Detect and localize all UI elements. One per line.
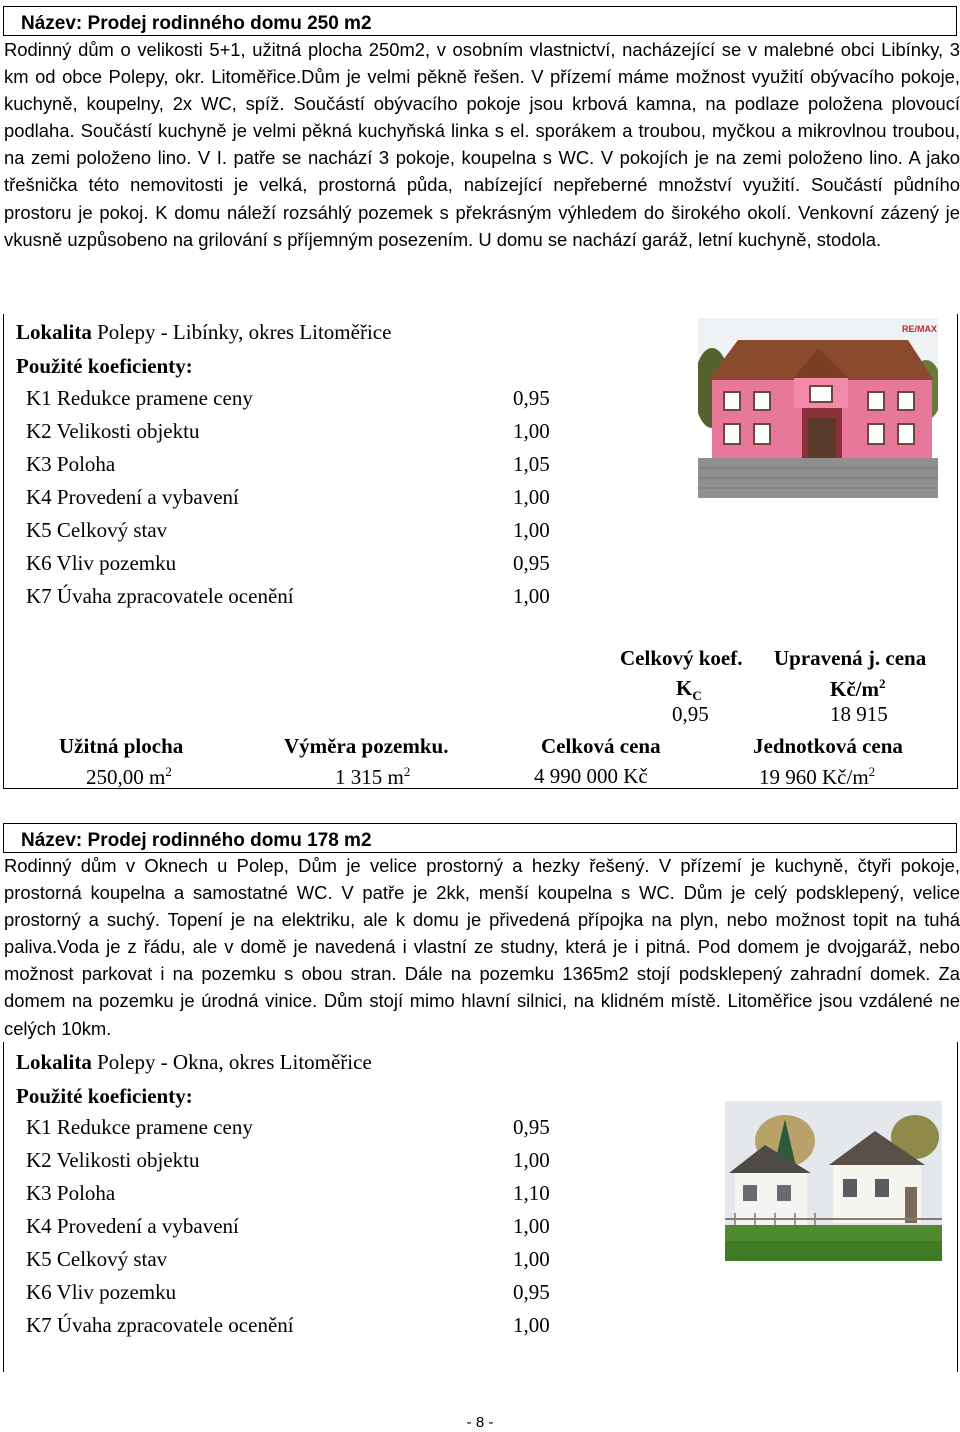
listing1-total-price-value: 4 990 000 Kč — [534, 764, 648, 788]
listing1-location-value: Polepy - Libínky, okres Litoměřice — [97, 320, 392, 344]
coef-label: K3 Poloha — [26, 452, 116, 476]
listing2-info-section — [3, 1042, 958, 1372]
listing1-info-section — [3, 314, 958, 789]
listing1-plot-area-value — [335, 764, 410, 790]
listing1-location-label: Lokalita — [16, 320, 92, 344]
listing1-title-box — [3, 6, 957, 36]
coef-label: K1 Redukce pramene ceny — [26, 386, 253, 410]
listing1-total-coef-value: 0,95 — [672, 702, 709, 726]
coef-value: 0,95 — [513, 1280, 550, 1304]
value-text: 1 315 m — [335, 765, 404, 789]
coef-value: 1,05 — [513, 452, 550, 476]
listing1-coefficients-heading: Použité koeficienty: — [16, 354, 193, 378]
listing1-usable-area-label: Užitná plocha — [59, 734, 184, 758]
coef-value: 0,95 — [513, 1115, 550, 1139]
listing1-plot-area-label: Výměra pozemku. — [284, 734, 449, 758]
coef-label: K3 Poloha — [26, 1181, 116, 1205]
listing2-title-box — [3, 823, 957, 853]
listing1-total-price-label: Celková cena — [541, 734, 661, 758]
pink-house-image — [698, 318, 938, 498]
coef-value: 1,00 — [513, 485, 550, 509]
coef-value: 1,00 — [513, 1313, 550, 1337]
kc-subscript: C — [692, 688, 702, 704]
listing2-location-value: Polepy - Okna, okres Litoměřice — [97, 1050, 372, 1074]
listing1-usable-area-value — [86, 764, 172, 790]
value-sup: 2 — [403, 764, 411, 779]
coef-label: K6 Vliv pozemku — [26, 1280, 177, 1304]
unit-text: Kč/m — [830, 677, 879, 701]
listing1-adjusted-price-value: 18 915 — [830, 702, 888, 726]
coef-value: 1,10 — [513, 1181, 550, 1205]
coef-value: 1,00 — [513, 419, 550, 443]
listing2-coefficients-heading: Použité koeficienty: — [16, 1084, 193, 1108]
value-text: 19 960 Kč/m — [759, 765, 869, 789]
value-sup: 2 — [868, 764, 876, 779]
coef-label: K2 Velikosti objektu — [26, 419, 200, 443]
unit-sup: 2 — [878, 676, 886, 691]
listing1-house-photo — [698, 318, 938, 498]
coef-label: K4 Provedení a vybavení — [26, 1214, 239, 1238]
coef-value: 0,95 — [513, 386, 550, 410]
listing2-location-label: Lokalita — [16, 1050, 92, 1074]
coef-label: K6 Vliv pozemku — [26, 551, 177, 575]
listing2-title: Název: Prodej rodinného domu 178 m2 — [21, 830, 372, 851]
listing1-kc-symbol — [676, 676, 702, 704]
coef-value: 1,00 — [513, 1214, 550, 1238]
listing2-house-photo — [725, 1101, 942, 1261]
value-sup: 2 — [165, 764, 172, 779]
coef-value: 1,00 — [513, 518, 550, 542]
coef-label: K2 Velikosti objektu — [26, 1148, 200, 1172]
listing1-location — [16, 320, 391, 345]
listing1-description: Rodinný dům o velikosti 5+1, užitná plocha 250m2, v osobním vlastnictví, nacházející se v malebné obci Libínky, 3 km od obce Polepy, okr. Litoměřice.Dům je velmi pěkně řešen. V přízemí máme možnost využití obývacího pokoje, kuchyně, koupelny, 2x WC, spíž. Součástí obývacího pokoje jsou krbová kamna, na podlaze položena plovoucí podlaha. Součástí kuchyně je velmi pěkná kuchyňská linka s el. sporákem a troubou, myčkou a mikrovlnou troubou, na zemi položeno lino. V I. patře se nachází 3 pokoje, koupelna s WC. V pokojích je na zemi položeno lino. A jako třešnička této nemovitosti je velká, prostorná půda, nabízející nepřeberné množství využití. Součástí půdního prostoru je pokoj. K domu náleží rozsáhlý pozemek s překrásným výhledem do širokého okolí. Venkovní zázený je vkusně uzpůsobeno na grilování s příjemným posezením. U domu se nachází garáž, letní kuchyně, stodola. — [4, 39, 960, 250]
listing2-description: Rodinný dům v Oknech u Polep, Dům je velice prostorný a hezky řešený. V přízemí je kuchyně, čtyři pokoje, prostorná koupelna a samostatné WC. V patře je 2kk, menší koupelna s WC. Dům je celý podsklepený, velice prostorný a suchý. Topení je na elektriku, ale k domu je přivedená přípojka na plyn, nebo možnost topit na tuhá paliva.Voda je z řádu, ale v domě je navedená i vlastní ze studny, která je i pitná. Pod domem je dvojgaráž, nebo možnost parkovat i na pozemku s obou stran. Dále na pozemku 1365m2 stojí podsklepený zahradní domek. Za domem na pozemku je úrodná vinice. Dům stojí mimo hlavní silnici, na klidném místě. Litoměřice jsou vzdálené ne celých 10km. — [4, 855, 960, 1039]
listing1-unit-price-label: Jednotková cena — [753, 734, 903, 758]
listing1-adjusted-price-unit — [830, 676, 885, 702]
coef-value: 1,00 — [513, 584, 550, 608]
listing1-total-coef-label: Celkový koef. — [620, 646, 743, 670]
value-text: 250,00 m — [86, 765, 166, 789]
coef-value: 1,00 — [513, 1247, 550, 1271]
coef-label: K1 Redukce pramene ceny — [26, 1115, 253, 1139]
coef-label: K7 Úvaha zpracovatele ocenění — [26, 1313, 294, 1337]
listing1-title: Název: Prodej rodinného domu 250 m2 — [21, 13, 372, 34]
remax-logo: RE/MAX — [902, 324, 938, 334]
coef-label: K5 Celkový stav — [26, 518, 168, 542]
coef-label: K7 Úvaha zpracovatele ocenění — [26, 584, 294, 608]
page-number: - 8 - — [466, 1414, 494, 1431]
coef-label: K4 Provedení a vybavení — [26, 485, 239, 509]
listing1-unit-price-value — [759, 764, 875, 790]
coef-value: 0,95 — [513, 551, 550, 575]
coef-label: K5 Celkový stav — [26, 1247, 168, 1271]
listing1-adjusted-price-label: Upravená j. cena — [774, 646, 927, 670]
coef-value: 1,00 — [513, 1148, 550, 1172]
kc-letter: K — [676, 676, 693, 700]
white-house-image — [725, 1101, 942, 1261]
listing2-location — [16, 1050, 372, 1075]
